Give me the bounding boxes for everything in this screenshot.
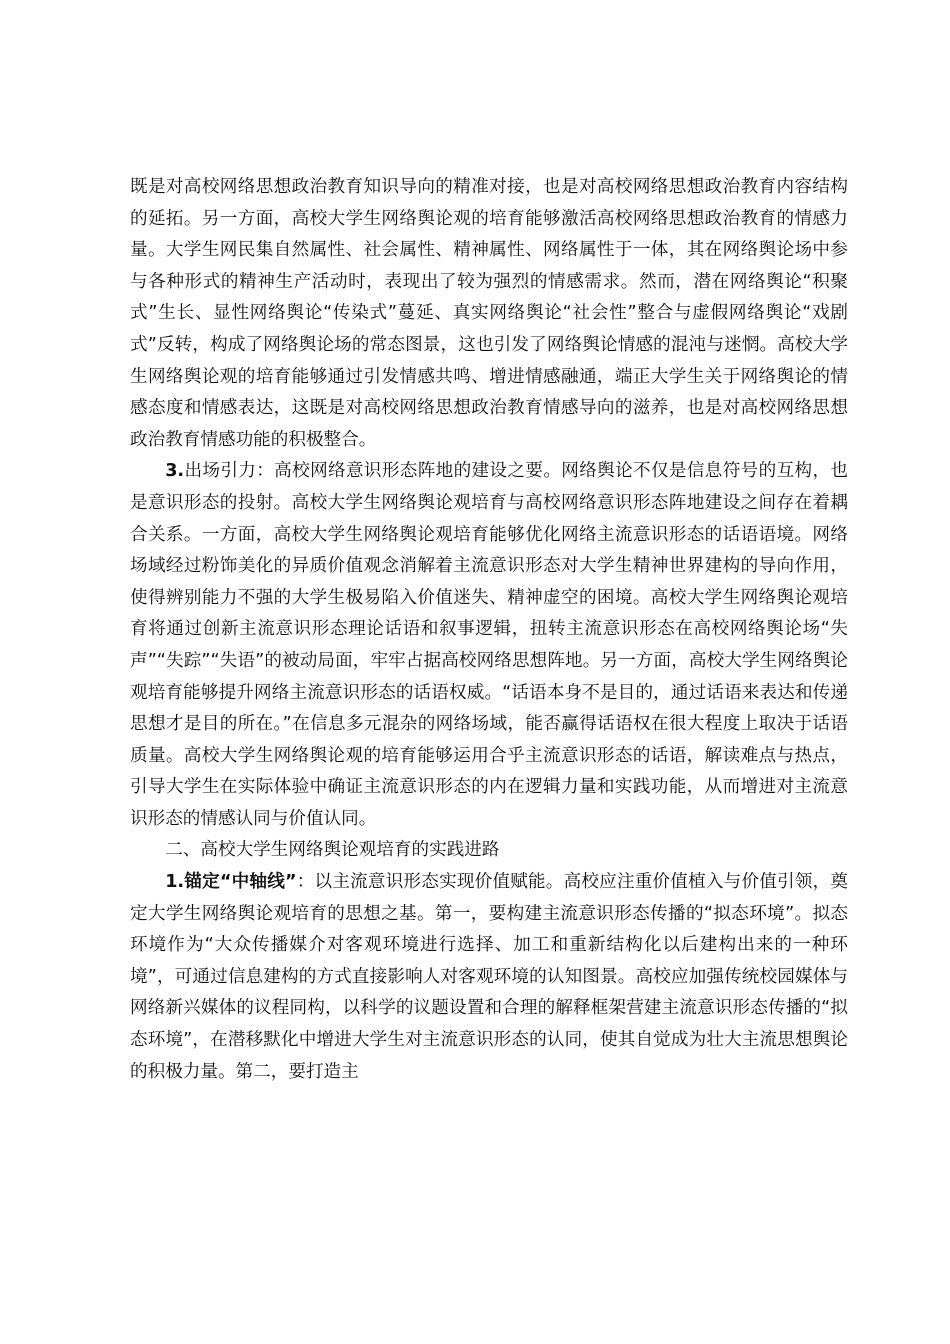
paragraph-text: 出场引力：高校网络意识形态阵地的建设之要。网络舆论不仅是信息符号的互构，也是意识形态的投射。高校大学生网络舆论观培育与高校网络意识形态阵地建设之间存在着耦合关系。一方面，高校大学生网络舆论观培育能够优化网络主流意识形态的话语语境。网络场域经过粉饰美化的异质价值观念消解着主流意识形态对大学生精神世界建构的导向作用，使得辨别能力不强的大学生极易陷入价值迷失、精神虚空的困境。高校大学生网络舆论观培育将通过创新主流意识形态理论话语和叙事逻辑，扭转主流意识形态在高校网络舆论场“失声”“失踪”“失语”的被动局面，牢牢占据高校网络思想阵地。另一方面，高校大学生网络舆论观培育能够提升网络主流意识形态的话语权威。“话语本身不是目的，通过话语来表达和传递思想才是目的所在。”在信息多元混杂的网络场域，能否赢得话语权在很大程度上取决于话语质量。高校大学生网络舆论观的培育能够运用合乎主流意识形态的话语，解读难点与热点，引导大学生在实际体验中确证主流意识形态的内在逻辑力量和实践功能，从而增进对主流意识形态的情感认同与价值认同。 — [130, 461, 848, 829]
paragraph-lead-title: 1.锚定“中轴线” — [165, 872, 297, 893]
document-body — [130, 172, 848, 1088]
paragraph-section-3 — [130, 456, 848, 835]
paragraph-lead-number: 3. — [165, 461, 185, 482]
paragraph-text: ：以主流意识形态实现价值赋能。高校应注重价值植入与价值引领，奠定大学生网络舆论观培育的思想之基。第一，要构建主流意识形态传播的“拟态环境”。拟态环境作为“大众传播媒介对客观环境进行选择、加工和重新结构化以后建构出来的一种环境”，可通过信息建构的方式直接影响人对客观环境的认知图景。高校应加强传统校园媒体与网络新兴媒体的议程同构，以科学的议题设置和合理的解释框架营建主流意识形态传播的“拟态环境”，在潜移默化中增进大学生对主流意识形态的认同，使其自觉成为壮大主流思想舆论的积极力量。第二，要打造主 — [130, 872, 848, 1082]
paragraph-section-1 — [130, 867, 848, 1088]
paragraph-text: 既是对高校网络思想政治教育知识导向的精准对接，也是对高校网络思想政治教育内容结构的延拓。另一方面，高校大学生网络舆论观的培育能够激活高校网络思想政治教育的情感力量。大学生网民集自然属性、社会属性、精神属性、网络属性于一体，其在网络舆论场中参与各种形式的精神生产活动时，表现出了较为强烈的情感需求。然而，潜在网络舆论“积聚式”生长、显性网络舆论“传染式”蔓延、真实网络舆论“社会性”整合与虚假网络舆论“戏剧式”反转，构成了网络舆论场的常态图景，这也引发了网络舆论情感的混沌与迷惘。高校大学生网络舆论观的培育能够通过引发情感共鸣、增进情感融通，端正大学生关于网络舆论的情感态度和情感表达，这既是对高校网络思想政治教育情感导向的滋养，也是对高校网络思想政治教育情感功能的积极整合。 — [130, 177, 848, 450]
paragraph-continuation — [130, 172, 848, 456]
section-heading: 二、高校大学生网络舆论观培育的实践进路 — [165, 840, 500, 861]
